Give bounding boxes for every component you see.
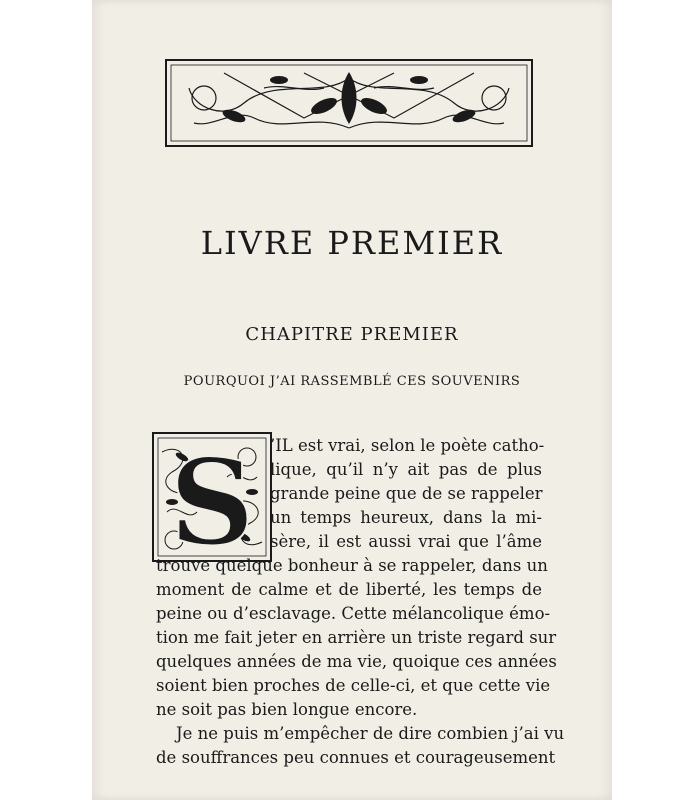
text-line-2: lique, qu’il n’y ait pas de plus [270,460,542,479]
chapter-title: CHAPITRE PREMIER [245,324,459,345]
text-line-7: moment de calme et de liberté, les temps de [156,580,542,599]
text-line-4: un temps heureux, dans la mi- [270,508,542,527]
drop-cap-letter: S [169,433,255,562]
book-title: LIVRE PREMIER [200,224,504,262]
ornamental-drop-cap [152,432,272,562]
text-line-1: ’IL est vrai, selon le poète catho- [270,436,545,455]
text-line-12: ne soit pas bien longue encore. [156,700,418,719]
decorative-headpiece [164,58,534,148]
text-line-10: quelques années de ma vie, quoique ces années [156,652,557,671]
text-line-5: sère, il est aussi vrai que l’âme [270,532,542,551]
text-line-13: Je ne puis m’empêcher de dire combien j’ai vu [176,724,565,743]
text-line-14: de souffrances peu connues et courageusement [156,748,556,767]
text-line-11: soient bien proches de celle-ci, et que cette vie [156,676,551,695]
book-page [92,0,612,800]
text-line-6: trouve quelque bonheur à se rappeler, dans un [156,556,548,575]
text-line-9: tion me fait jeter en arrière un triste regard sur [156,628,557,647]
text-line-8: peine ou d’esclavage. Cette mélancolique émo- [156,604,551,623]
chapter-subtitle: POURQUOI J’AI RASSEMBLÉ CES SOUVENIRS [183,374,521,389]
text-line-3: grande peine que de se rappeler [270,484,543,503]
